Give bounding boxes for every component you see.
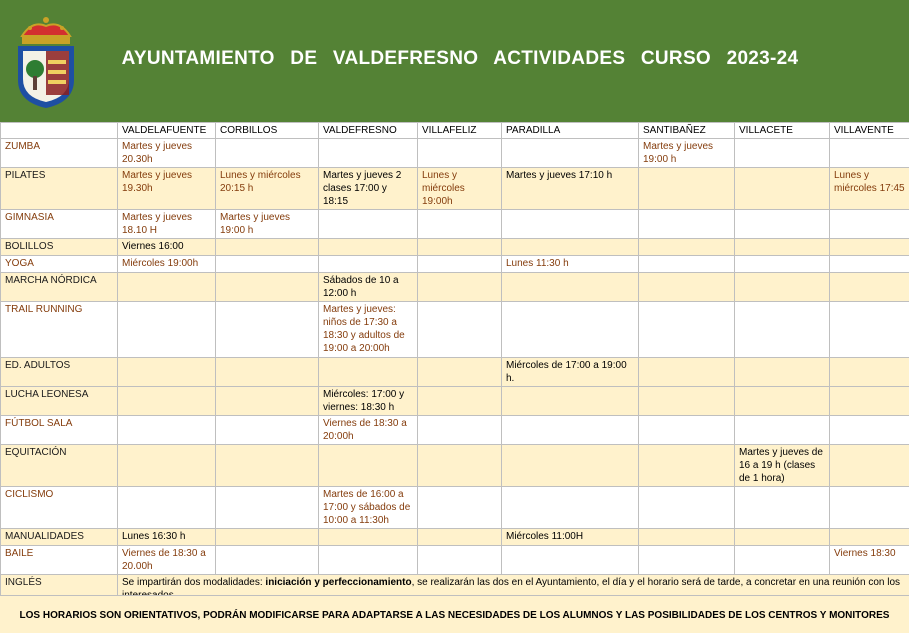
schedule-cell	[216, 239, 319, 256]
table-row	[1, 139, 909, 168]
schedule-cell	[418, 358, 502, 387]
schedule-cell	[418, 387, 502, 416]
schedule-cell	[418, 239, 502, 256]
schedule-cell	[735, 416, 830, 445]
schedule-cell: Martes y jueves 18.10 H	[118, 210, 216, 239]
schedule-cell	[639, 358, 735, 387]
schedule-cell: Martes y jueves 2 clases 17:00 y 18:15	[319, 168, 418, 210]
activity-name: YOGA	[1, 256, 118, 273]
ingles-text-intro: Se impartirán dos modalidades:	[122, 577, 266, 588]
schedule-cell: Martes y jueves 19.30h	[118, 168, 216, 210]
activity-name: MARCHA NÓRDICA	[1, 273, 118, 302]
column-header-village: VALDEFRESNO	[319, 123, 418, 139]
column-header-village: VILLAFELIZ	[418, 123, 502, 139]
column-header-village: VILLAVENTE	[830, 123, 909, 139]
schedule-cell: Martes y jueves 19:00 h	[216, 210, 319, 239]
schedule-cell: Miércoles 11:00H	[502, 529, 639, 546]
schedule-cell	[639, 529, 735, 546]
schedule-cell: Lunes y miércoles 19:00h	[418, 168, 502, 210]
schedule-cell	[502, 302, 639, 358]
schedule-cell	[502, 487, 639, 529]
schedule-cell	[639, 387, 735, 416]
schedule-cell	[216, 387, 319, 416]
schedule-cell: Lunes y miércoles 17:45	[830, 168, 909, 210]
schedule-cell	[216, 546, 319, 575]
table-row	[1, 302, 909, 358]
schedule-cell: Martes y jueves 20.30h	[118, 139, 216, 168]
schedule-cell: Martes y jueves 17:10 h	[502, 168, 639, 210]
schedule-cell	[216, 256, 319, 273]
schedule-cell	[502, 210, 639, 239]
activity-name: BAILE	[1, 546, 118, 575]
schedule-cell	[418, 546, 502, 575]
table-row	[1, 358, 909, 387]
schedule-cell	[118, 302, 216, 358]
schedule-cell	[639, 445, 735, 487]
schedule-cell	[319, 139, 418, 168]
schedule-cell	[639, 487, 735, 529]
schedule-cell	[830, 487, 909, 529]
schedule-cell	[118, 487, 216, 529]
schedule-cell	[639, 302, 735, 358]
schedule-cell	[830, 358, 909, 387]
schedule-cell: Viernes de 18:30 a 20:00h	[319, 416, 418, 445]
schedule-cell	[830, 529, 909, 546]
schedule-cell	[735, 168, 830, 210]
schedule-cell	[319, 445, 418, 487]
column-header-village: SANTIBAÑEZ	[639, 123, 735, 139]
schedule-cell	[735, 487, 830, 529]
schedule-cell	[216, 529, 319, 546]
schedule-cell	[502, 546, 639, 575]
schedule-cell	[216, 487, 319, 529]
schedule-cell	[216, 445, 319, 487]
schedule-cell: Lunes 16:30 h	[118, 529, 216, 546]
schedule-cell	[639, 239, 735, 256]
column-header-village: VILLACETE	[735, 123, 830, 139]
schedule-cell: Sábados de 10 a 12:00 h	[319, 273, 418, 302]
schedule-cell	[735, 256, 830, 273]
schedule-cell	[502, 416, 639, 445]
table-row	[1, 168, 909, 210]
schedule-cell: Miércoles de 17:00 a 19:00 h.	[502, 358, 639, 387]
table-row	[1, 273, 909, 302]
table-row	[1, 256, 909, 273]
schedule-cell	[118, 445, 216, 487]
schedule-cell	[418, 210, 502, 239]
activity-name: MANUALIDADES	[1, 529, 118, 546]
activity-name: CICLISMO	[1, 487, 118, 529]
schedule-cell	[830, 210, 909, 239]
activity-name: LUCHA LEONESA	[1, 387, 118, 416]
activity-name: FÚTBOL SALA	[1, 416, 118, 445]
schedule-cell	[319, 546, 418, 575]
schedule-cell	[830, 239, 909, 256]
schedule-cell	[830, 445, 909, 487]
schedule-cell	[502, 273, 639, 302]
schedule-cell: Viernes 18:30	[830, 546, 909, 575]
schedule-cell	[216, 358, 319, 387]
schedule-cell	[216, 416, 319, 445]
schedule-cell	[418, 445, 502, 487]
schedule-cell	[830, 139, 909, 168]
schedule-cell	[639, 256, 735, 273]
activity-name: EQUITACIÓN	[1, 445, 118, 487]
ingles-text-details: , se realizarán las dos en el Ayuntamiento, el día y el horario será de tarde, a concretar en una reunión con los	[411, 577, 901, 588]
schedule-cell	[418, 273, 502, 302]
ingles-text-modalities: iniciación y perfeccionamiento	[265, 577, 412, 588]
table-row	[1, 546, 909, 575]
coat-of-arms-icon	[12, 14, 80, 110]
schedule-cell	[418, 256, 502, 273]
activity-name: INGLÉS	[1, 575, 118, 606]
table-row	[1, 210, 909, 239]
schedule-cell	[830, 387, 909, 416]
schedule-cell	[216, 273, 319, 302]
schedule-cell: Martes de 16:00 a 17:00 y sábados de 10:00 a 11:30h	[319, 487, 418, 529]
schedule-cell	[639, 210, 735, 239]
schedule-cell: Martes y jueves: niños de 17:30 a 18:30 y adultos de 19:00 a 20:00h	[319, 302, 418, 358]
column-header-village: CORBILLOS	[216, 123, 319, 139]
schedule-cell	[735, 302, 830, 358]
page-title: AYUNTAMIENTO DE VALDEFRESNO ACTIVIDADES CURSO 2023-24	[121, 48, 799, 69]
schedule-cell	[418, 487, 502, 529]
column-header-village: VALDELAFUENTE	[118, 123, 216, 139]
activity-name: ED. ADULTOS	[1, 358, 118, 387]
schedule-cell: Viernes 16:00	[118, 239, 216, 256]
schedule-cell	[216, 139, 319, 168]
table-row	[1, 529, 909, 546]
schedule-cell	[418, 139, 502, 168]
activity-name: GIMNASIA	[1, 210, 118, 239]
column-header-row	[1, 123, 909, 139]
schedule-cell	[418, 416, 502, 445]
activity-name: BOLILLOS	[1, 239, 118, 256]
schedule-cell: Miércoles 19:00h	[118, 256, 216, 273]
disclaimer-footer: LOS HORARIOS SON ORIENTATIVOS, PODRÁN MODIFICARSE PARA ADAPTARSE A LAS NECESIDADES DE LOS ALUMNOS Y LAS POSIBILIDADES DE LOS CENTROS Y MONITORES	[0, 595, 909, 633]
schedule-cell	[418, 529, 502, 546]
schedule-cell	[639, 273, 735, 302]
schedule-cell	[639, 546, 735, 575]
schedule-cell	[830, 302, 909, 358]
schedule-cell	[502, 387, 639, 416]
activity-name: ZUMBA	[1, 139, 118, 168]
schedule-cell	[639, 168, 735, 210]
schedule-cell: Lunes y miércoles 20:15 h	[216, 168, 319, 210]
schedule-cell: Martes y jueves de 16 a 19 h (clases de 1 hora)	[735, 445, 830, 487]
header-banner	[0, 0, 909, 122]
activity-name: PILATES	[1, 168, 118, 210]
schedule-cell	[216, 302, 319, 358]
table-row	[1, 416, 909, 445]
table-row	[1, 487, 909, 529]
schedule-cell	[735, 210, 830, 239]
table-row	[1, 387, 909, 416]
schedule-cell	[319, 210, 418, 239]
activity-name: TRAIL RUNNING	[1, 302, 118, 358]
schedule-cell	[830, 273, 909, 302]
schedule-cell	[319, 239, 418, 256]
table-row	[1, 445, 909, 487]
schedule-cell	[735, 546, 830, 575]
schedule-cell	[735, 239, 830, 256]
schedule-cell	[118, 416, 216, 445]
table-row	[1, 239, 909, 256]
schedule-cell	[319, 358, 418, 387]
schedule-cell	[118, 358, 216, 387]
schedule-cell	[502, 239, 639, 256]
schedule-cell	[735, 358, 830, 387]
schedule-cell: Viernes de 18:30 a 20.00h	[118, 546, 216, 575]
schedule-cell	[735, 139, 830, 168]
schedule-cell: Miércoles: 17:00 y viernes: 18:30 h	[319, 387, 418, 416]
schedule-cell: Martes y jueves 19:00 h	[639, 139, 735, 168]
schedule-cell	[319, 529, 418, 546]
schedule-cell	[735, 273, 830, 302]
schedule-cell	[830, 416, 909, 445]
schedule-cell	[502, 139, 639, 168]
schedule-cell	[118, 273, 216, 302]
schedule-table	[0, 122, 909, 606]
schedule-cell	[830, 256, 909, 273]
schedule-cell	[735, 529, 830, 546]
schedule-cell	[319, 256, 418, 273]
schedule-cell	[418, 302, 502, 358]
schedule-cell: Lunes 11:30 h	[502, 256, 639, 273]
column-header-blank	[1, 123, 118, 139]
schedule-cell	[639, 416, 735, 445]
schedule-cell	[735, 387, 830, 416]
schedule-cell	[502, 445, 639, 487]
schedule-cell	[118, 387, 216, 416]
column-header-village: PARADILLA	[502, 123, 639, 139]
